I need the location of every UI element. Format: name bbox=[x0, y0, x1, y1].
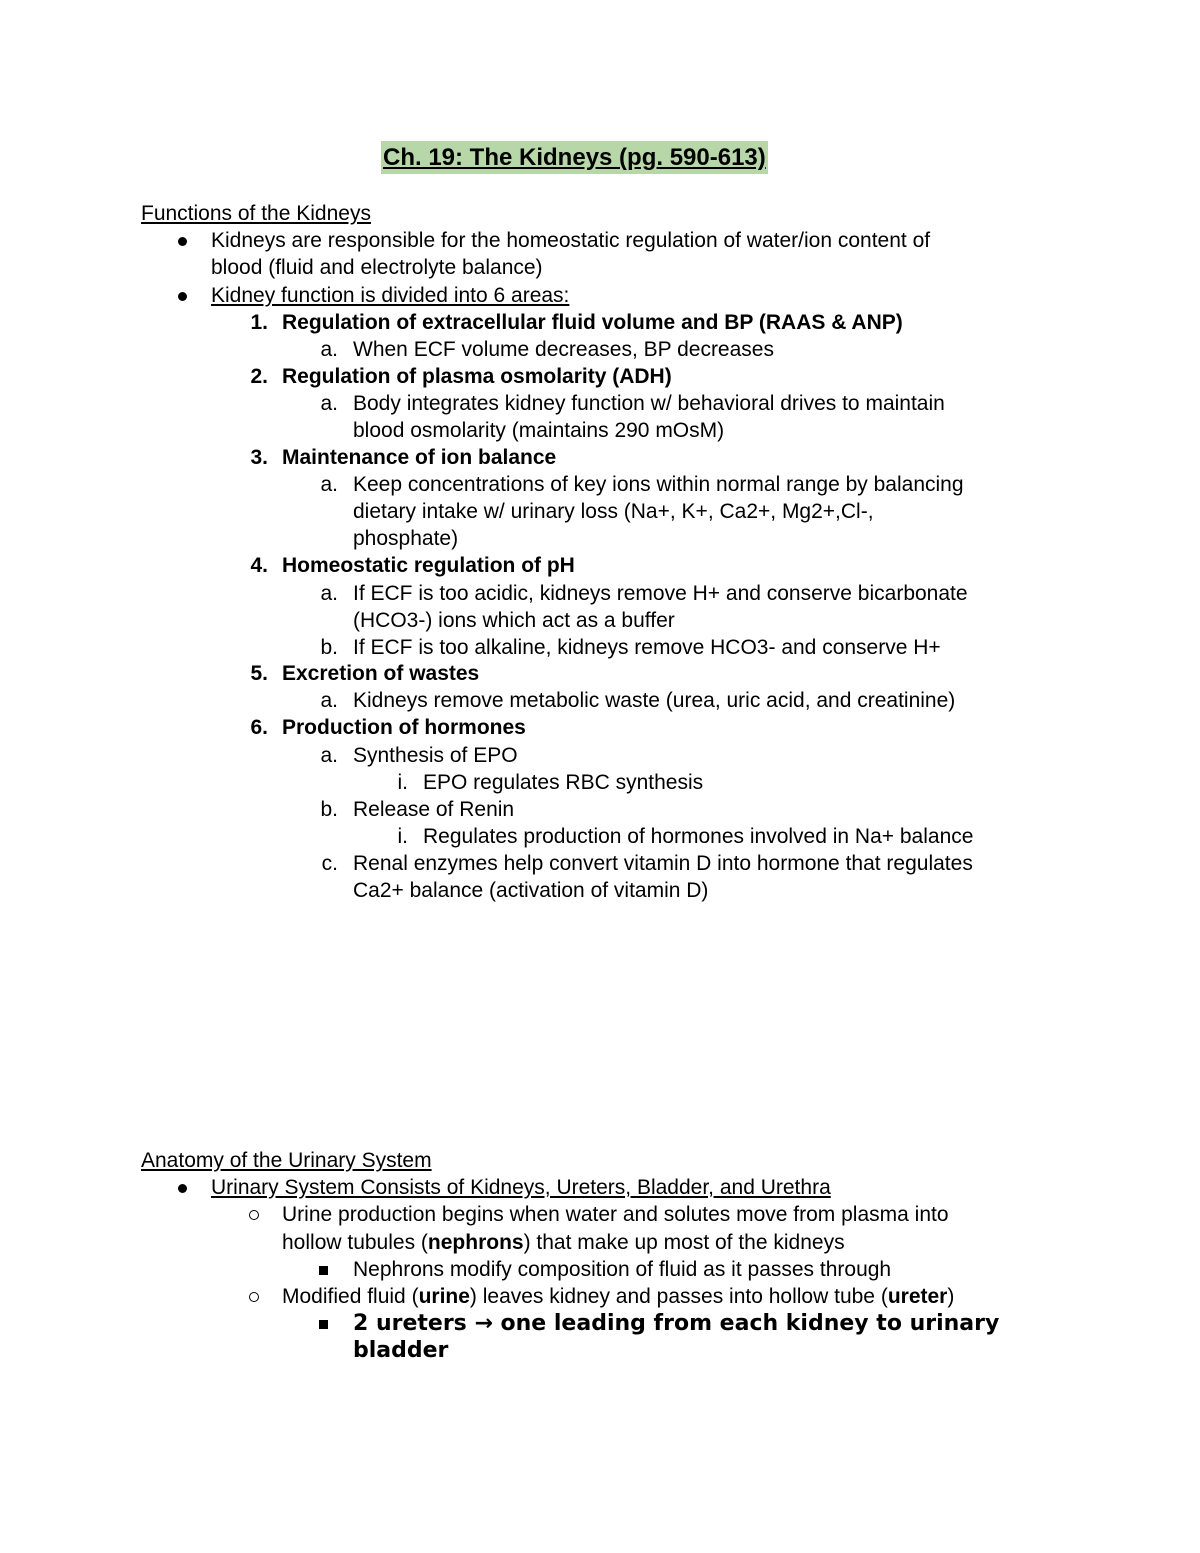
bullet-square-icon bbox=[319, 1320, 328, 1329]
page-title: Ch. 19: The Kidneys (pg. 590-613) bbox=[381, 141, 768, 174]
bold-term-urine: urine bbox=[418, 1285, 470, 1308]
area-heading: Regulation of extracellular fluid volume and BP (RAAS & ANP) bbox=[282, 311, 903, 334]
list-item: Keep concentrations of key ions within normal range by balancing bbox=[353, 473, 964, 496]
area-heading: Excretion of wastes bbox=[282, 662, 480, 685]
list-item: Body integrates kidney function w/ behavioral drives to maintain bbox=[353, 392, 945, 415]
list-letter: a. bbox=[320, 392, 338, 415]
list-item-continuation: blood osmolarity (maintains 290 mOsM) bbox=[353, 419, 725, 442]
list-letter: c. bbox=[321, 852, 338, 875]
text-run: ) that make up most of the kidneys bbox=[523, 1231, 845, 1254]
list-item-continuation: Ca2+ balance (activation of vitamin D) bbox=[353, 879, 709, 902]
list-number: 2. bbox=[250, 365, 268, 388]
text-run: hollow tubules ( bbox=[282, 1231, 428, 1254]
area-heading: Production of hormones bbox=[282, 716, 526, 739]
list-item-continuation: bladder bbox=[353, 1338, 449, 1363]
list-letter: b. bbox=[320, 798, 338, 821]
list-item: 2 ureters → one leading from each kidney to urinary bbox=[353, 1311, 1000, 1336]
list-letter: a. bbox=[320, 744, 338, 767]
list-number: 4. bbox=[250, 554, 268, 577]
list-item: Regulates production of hormones involved in Na+ balance bbox=[423, 825, 974, 848]
list-letter: b. bbox=[320, 636, 338, 659]
section-heading-anatomy: Anatomy of the Urinary System bbox=[141, 1149, 432, 1172]
list-item: When ECF volume decreases, BP decreases bbox=[353, 338, 774, 361]
list-item: Renal enzymes help convert vitamin D into hormone that regulates bbox=[353, 852, 973, 875]
list-item: Urinary System Consists of Kidneys, Ureters, Bladder, and Urethra bbox=[211, 1176, 831, 1199]
text-run: ) leaves kidney and passes into hollow tube ( bbox=[469, 1285, 888, 1308]
list-item-continuation: blood (fluid and electrolyte balance) bbox=[211, 256, 543, 279]
list-item: Kidneys are responsible for the homeostatic regulation of water/ion content of bbox=[211, 229, 931, 252]
list-item: Synthesis of EPO bbox=[353, 744, 518, 767]
list-item-continuation: phosphate) bbox=[353, 527, 459, 550]
list-roman: i. bbox=[397, 771, 408, 794]
bullet-square-icon bbox=[319, 1266, 328, 1275]
list-item: Nephrons modify composition of fluid as it passes through bbox=[353, 1258, 892, 1281]
list-item-continuation bbox=[282, 1229, 845, 1256]
list-item-continuation: dietary intake w/ urinary loss (Na+, K+, Ca2+, Mg2+,Cl-, bbox=[353, 500, 874, 523]
list-item: Release of Renin bbox=[353, 798, 515, 821]
list-letter: a. bbox=[320, 689, 338, 712]
bullet-dot-icon bbox=[178, 237, 187, 246]
bullet-dot-icon bbox=[178, 1184, 187, 1193]
bullet-circle-icon bbox=[249, 1292, 259, 1302]
area-heading: Maintenance of ion balance bbox=[282, 446, 557, 469]
list-item: If ECF is too acidic, kidneys remove H+ and conserve bicarbonate bbox=[353, 582, 968, 605]
list-number: 5. bbox=[250, 662, 268, 685]
bullet-circle-icon bbox=[249, 1210, 259, 1220]
text-run: ) bbox=[947, 1285, 955, 1308]
text-run: Modified fluid ( bbox=[282, 1285, 419, 1308]
bold-term-nephrons: nephrons bbox=[427, 1231, 524, 1254]
list-number: 1. bbox=[250, 311, 268, 334]
list-roman: i. bbox=[397, 825, 408, 848]
list-item: Kidneys remove metabolic waste (urea, uric acid, and creatinine) bbox=[353, 689, 956, 712]
list-item bbox=[282, 1283, 954, 1310]
list-item: Kidney function is divided into 6 areas: bbox=[211, 284, 570, 307]
area-heading: Homeostatic regulation of pH bbox=[282, 554, 575, 577]
section-heading-functions: Functions of the Kidneys bbox=[141, 202, 371, 225]
list-item: EPO regulates RBC synthesis bbox=[423, 771, 704, 794]
bullet-dot-icon bbox=[178, 292, 187, 301]
list-letter: a. bbox=[320, 338, 338, 361]
list-number: 3. bbox=[250, 446, 268, 469]
area-heading: Regulation of plasma osmolarity (ADH) bbox=[282, 365, 672, 388]
list-item: If ECF is too alkaline, kidneys remove HCO3- and conserve H+ bbox=[353, 636, 941, 659]
list-letter: a. bbox=[320, 582, 338, 605]
list-item: Urine production begins when water and solutes move from plasma into bbox=[282, 1203, 949, 1226]
list-letter: a. bbox=[320, 473, 338, 496]
list-number: 6. bbox=[250, 716, 268, 739]
list-item-continuation: (HCO3-) ions which act as a buffer bbox=[353, 609, 675, 632]
bold-term-ureter: ureter bbox=[887, 1285, 948, 1308]
